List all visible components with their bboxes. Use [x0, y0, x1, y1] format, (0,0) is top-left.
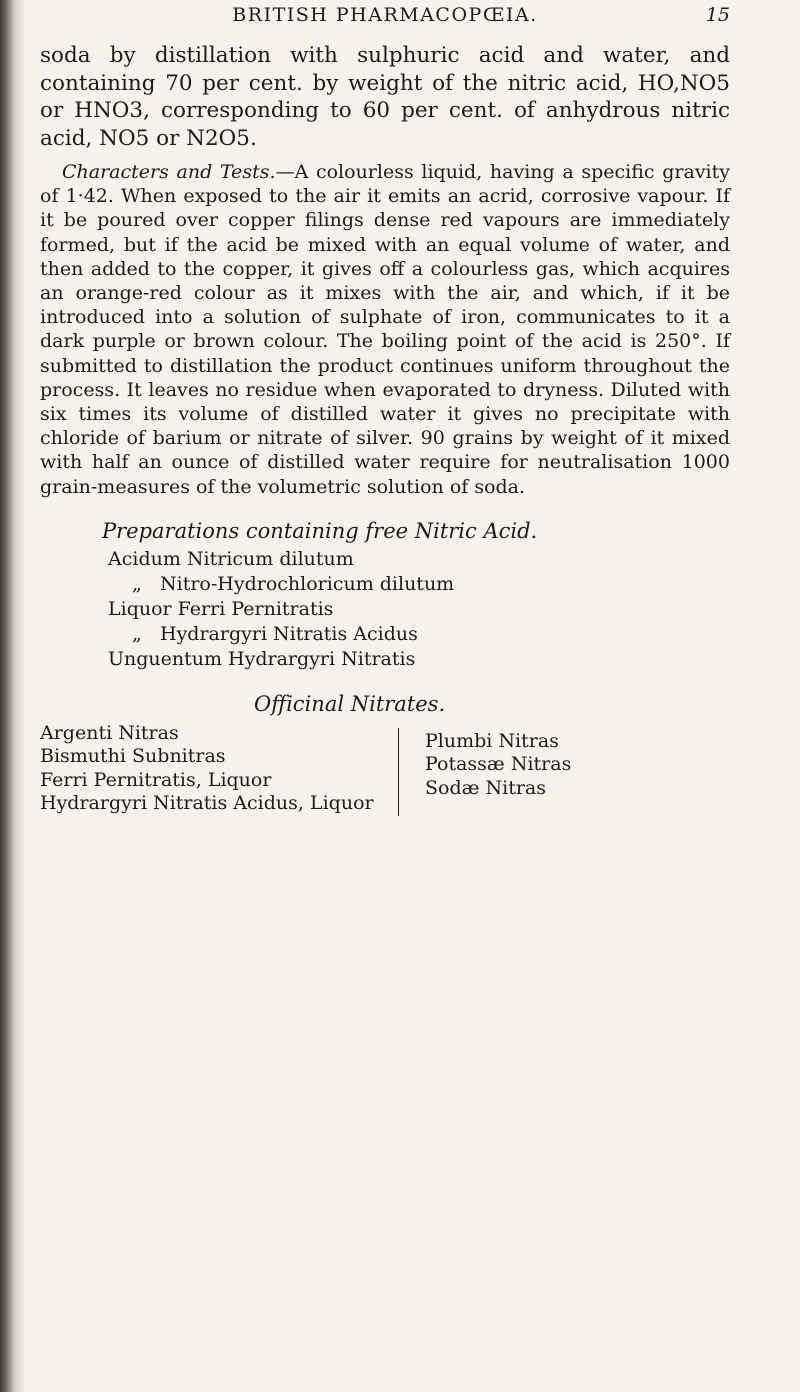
definition-line: soda by distillation with sulphuric acid and water, and: [40, 43, 730, 68]
preparation-text: Unguentum Hydrargyri Nitratis: [108, 647, 416, 670]
nitrate-entry: Bismuthi Subnitras: [40, 745, 226, 768]
definition-line: HO,NO5 or HNO3, corresponding to 60 per cent. of: [40, 70, 730, 123]
preparation-item: [108, 547, 730, 572]
nitrate-entry: Plumbi Nitras: [425, 729, 559, 752]
preparation-item: [108, 572, 730, 597]
nitrate-entry: Ferri Pernitratis, Liquor: [40, 768, 272, 791]
officinal-nitrates-heading: Officinal Nitrates.: [254, 691, 446, 716]
definition-line: anhydrous nitric acid, NO5 or N2O5.: [40, 98, 730, 151]
column-divider: [398, 728, 399, 816]
ditto-mark: „: [132, 572, 142, 595]
preparation-item: [108, 622, 730, 647]
characters-text: —A colourless liquid, having a specific gravity of 1·42. When exposed to the air it emits an acrid, corrosive vapour. If it be poured over copper filings dense red vapours are immediately formed, but if the acid be mixed with an equal volume of water, and then added to the copper, it gives off a colourless gas, which acquires an orange-red colour as it mixes with the air, and which, if it be introduced into a solution of sulphate of iron, communicates to it a dark purple or brown colour. The boiling point of the acid is 250°. If submitted to distillation the product continues uniform throughout the process. It leaves no residue when evaporated to dryness. Diluted with six times its volume of distilled water it gives no precipitate with chloride of barium or nitrate of silver. 90 grains by weight of it mixed with half an ounce of distilled water require for neutralisation 1000 grain-measures of the volumetric solution of soda.: [40, 161, 730, 498]
nitrate-entry: Sodæ Nitras: [425, 776, 547, 799]
paragraph-nitric-acid-definition: [40, 42, 730, 152]
nitrate-entry: Potassæ Nitras: [425, 753, 572, 776]
page-number: 15: [705, 4, 730, 26]
nitrates-right-column: [425, 722, 571, 816]
book-gutter: [0, 0, 24, 1392]
definition-line: containing 70 per cent. by weight of the nitric acid,: [40, 70, 629, 96]
preparation-item: [108, 647, 730, 672]
nitrate-entry: Argenti Nitras: [40, 721, 179, 744]
nitrate-entry: Hydrargyri Nitratis Acidus, Liquor: [40, 792, 374, 815]
preparation-text: Hydrargyri Nitratis Acidus: [160, 622, 418, 645]
preparation-text: Acidum Nitricum dilutum: [108, 547, 354, 570]
officinal-nitrates-table: [40, 722, 730, 816]
running-head: [40, 4, 730, 40]
paragraph-characters-and-tests: [40, 160, 730, 499]
characters-lead: Characters and Tests.: [62, 161, 276, 183]
preparation-item: [108, 597, 730, 622]
preparations-heading: Preparations containing free Nitric Acid.: [102, 518, 538, 543]
preparation-text: Liquor Ferri Pernitratis: [108, 597, 334, 620]
nitrates-left-column: [40, 722, 398, 816]
preparations-list: [108, 547, 730, 672]
ditto-mark: „: [132, 622, 142, 645]
running-title: BRITISH PHARMACOPŒIA.: [232, 4, 538, 26]
page: [40, 0, 730, 816]
preparation-text: Nitro-Hydrochloricum dilutum: [160, 572, 455, 595]
